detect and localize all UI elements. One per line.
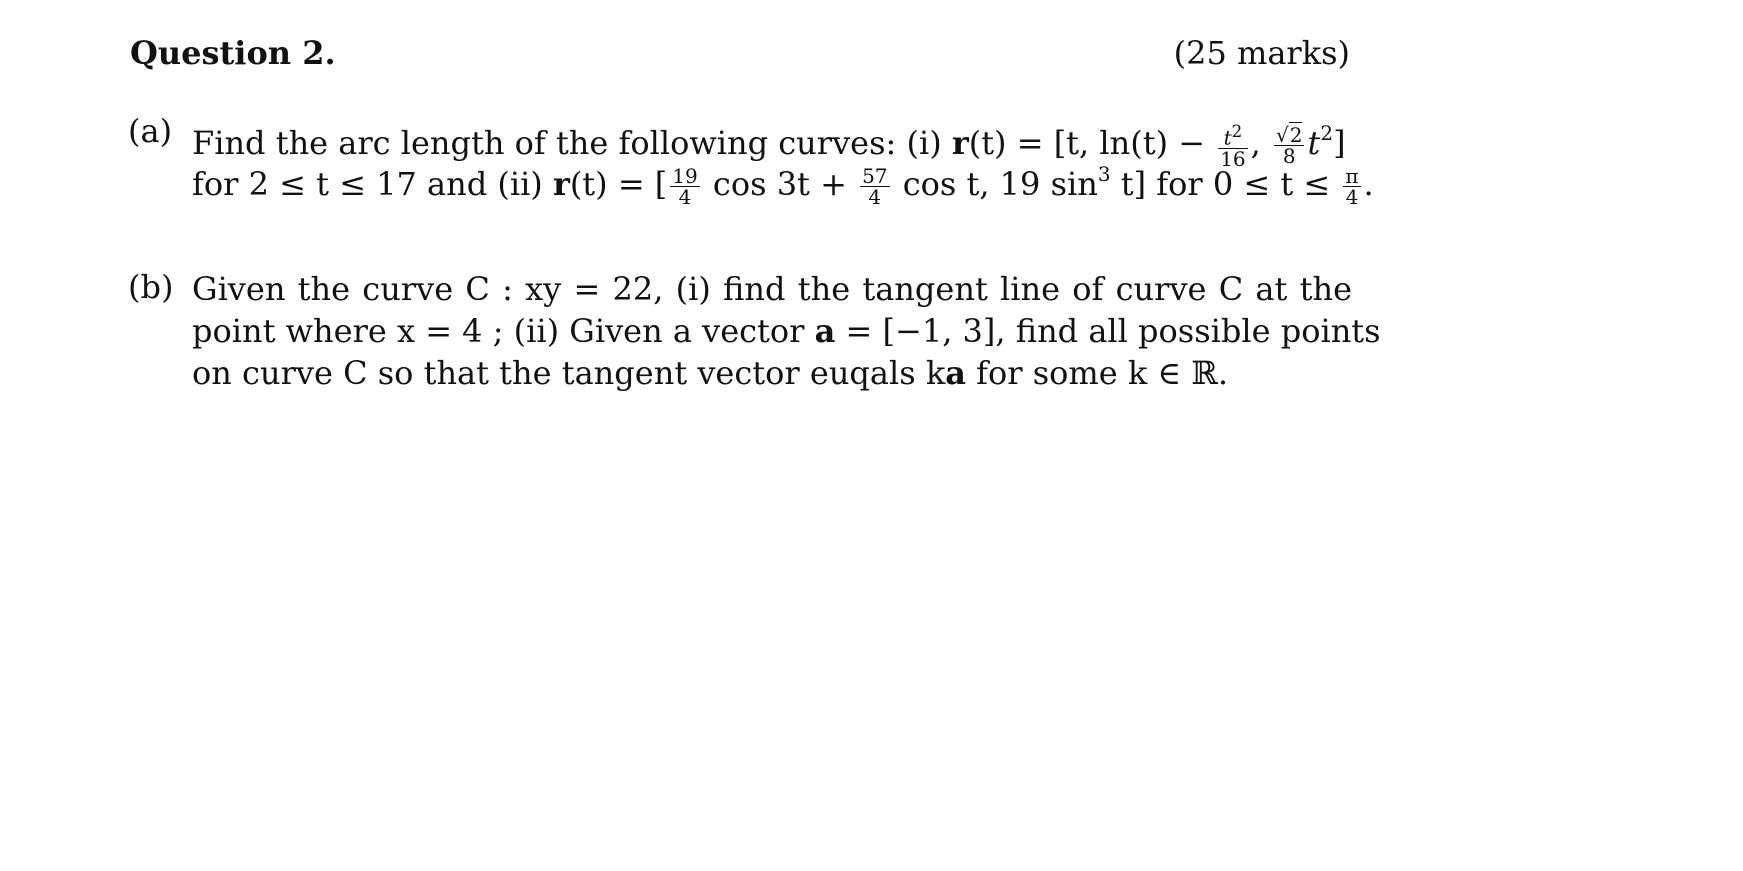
sin-exponent: 3 [1097, 162, 1111, 186]
fraction-t2-over-16: $\frac{t^2}{16}$ [1220, 122, 1246, 171]
part-b-line2-a: point where x = 4 ; (ii) Given a vector [192, 312, 805, 350]
fraction-19-over-4: $\frac{19}{4}$ [672, 164, 698, 209]
fraction-pi-over-4: $\frac{\pi}{4}$ [1345, 164, 1359, 209]
part-b-line-3 [192, 352, 1352, 394]
fraction-57-over-4: $\frac{57}{4}$ [862, 164, 888, 209]
part-b-line-2 [192, 310, 1381, 352]
part-b-line2-b: = [−1, 3], find all possible points [845, 312, 1381, 350]
part-b-label: (b) [128, 268, 174, 306]
part-a-line2-prefix: for 2 ≤ t ≤ 17 and (ii) [192, 165, 543, 203]
t-squared-exp: 2 [1320, 121, 1334, 145]
vector-a-2: a [945, 354, 966, 392]
part-b-line3-a: on curve C so that the tangent vector euqals k [192, 354, 946, 392]
part-a-label: (a) [128, 112, 173, 150]
period: . [1363, 165, 1374, 203]
part-a-line1-prefix: Find the arc length of the following curves: (i) [192, 124, 942, 162]
bracket-close: ] [1333, 124, 1346, 162]
eq2-open: = [ [607, 165, 668, 203]
question-marks: (25 marks) [1173, 34, 1350, 72]
t-arg: (t) [968, 124, 1007, 162]
mid-1: cos 3t + [702, 165, 847, 203]
fraction-sqrt2-over-8: $\frac{√2}{8}$ [1276, 123, 1303, 168]
vector-r-2: r [552, 165, 570, 203]
vector-a: a [814, 312, 836, 350]
mid-3: t] for 0 ≤ t ≤ [1110, 165, 1331, 203]
comma: , [1250, 124, 1261, 162]
part-b-line3-b: for some k ∈ ℝ. [976, 354, 1229, 392]
mid-2: cos t, 19 sin [892, 165, 1098, 203]
part-b-line-1: Given the curve C : xy = 22, (i) find the tangent line of curve C at the [192, 270, 1352, 308]
vector-r: r [951, 124, 969, 162]
eq-open: = [t, ln(t) − [1006, 124, 1206, 162]
question-title: Question 2. [130, 34, 336, 72]
t-squared-base: t [1307, 124, 1321, 162]
t-arg-2: (t) [569, 165, 608, 203]
part-a-line-2 [192, 153, 1374, 209]
